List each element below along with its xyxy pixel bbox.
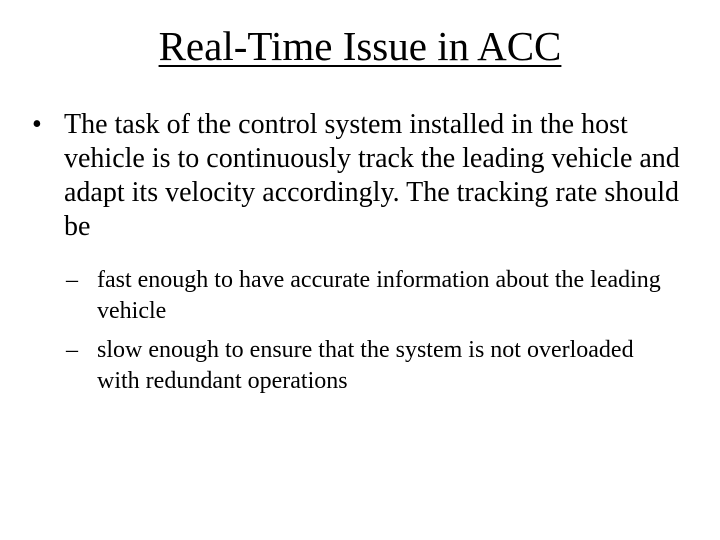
bullet-marker: • (32, 109, 42, 140)
sub-bullet-text: slow enough to ensure that the system is not overloaded with redundant operations (97, 337, 634, 394)
sub-bullet-text: fast enough to have accurate information about the leading vehicle (97, 267, 661, 324)
sub-bullet-marker: – (66, 337, 78, 363)
sub-bullet-slow (66, 335, 676, 397)
sub-bullet-marker: – (66, 267, 78, 293)
bullet-text: The task of the control system installed in the host vehicle is to continuously track the leading vehicle and adapt its velocity accordingly. The tracking rate should be (64, 109, 680, 242)
sub-bullet-list (66, 265, 676, 405)
sub-bullet-fast (66, 265, 676, 327)
main-bullet (32, 108, 692, 244)
slide-title: Real-Time Issue in ACC (158, 23, 562, 69)
